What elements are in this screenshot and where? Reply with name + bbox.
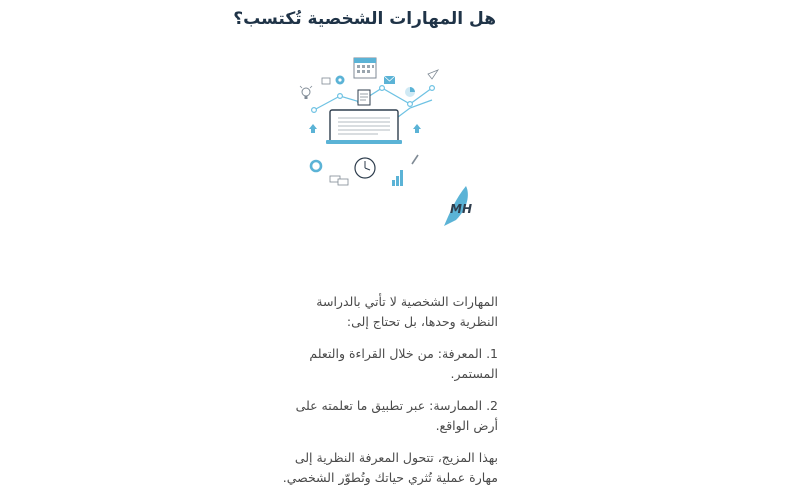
- gear-icon: [336, 76, 345, 85]
- paragraph-intro: المهارات الشخصية لا تأتي بالدراسة النظرية وحدها، بل تحتاج إلى:: [316, 294, 498, 329]
- list-item-knowledge: 1. المعرفة: من خلال القراءة والتعلم المستمر.: [309, 346, 498, 381]
- list-item-practice: 2. الممارسة: عبر تطبيق ما تعلمته على أرض الواقع.: [295, 398, 498, 433]
- skills-illustration: [292, 52, 492, 232]
- article-title: هل المهارات الشخصية تُكتسب؟: [233, 9, 496, 29]
- paragraph-conclusion: بهذا المزيج، تتحول المعرفة النظرية إلى مهارة عملية تُثري حياتك وتُطوّر الشخصي.: [282, 450, 498, 485]
- article-body: [276, 292, 498, 500]
- bar-chart-icon: [392, 170, 403, 186]
- pencil-icon: [412, 155, 418, 164]
- lightbulb-icon: [300, 86, 312, 99]
- paper-plane-icon: [428, 70, 438, 79]
- clock-icon: [355, 158, 375, 178]
- laptop-icon: [326, 110, 402, 144]
- donut-chart-icon: [311, 161, 321, 171]
- calendar-icon: [354, 58, 376, 78]
- svg-text:MH: MH: [450, 202, 472, 216]
- mail-icon: [384, 76, 395, 84]
- mh-logo: [444, 186, 472, 226]
- pie-chart-icon: [405, 87, 415, 97]
- image-icon: [322, 78, 330, 84]
- document-icon: [358, 90, 370, 105]
- chat-icon: [330, 176, 348, 185]
